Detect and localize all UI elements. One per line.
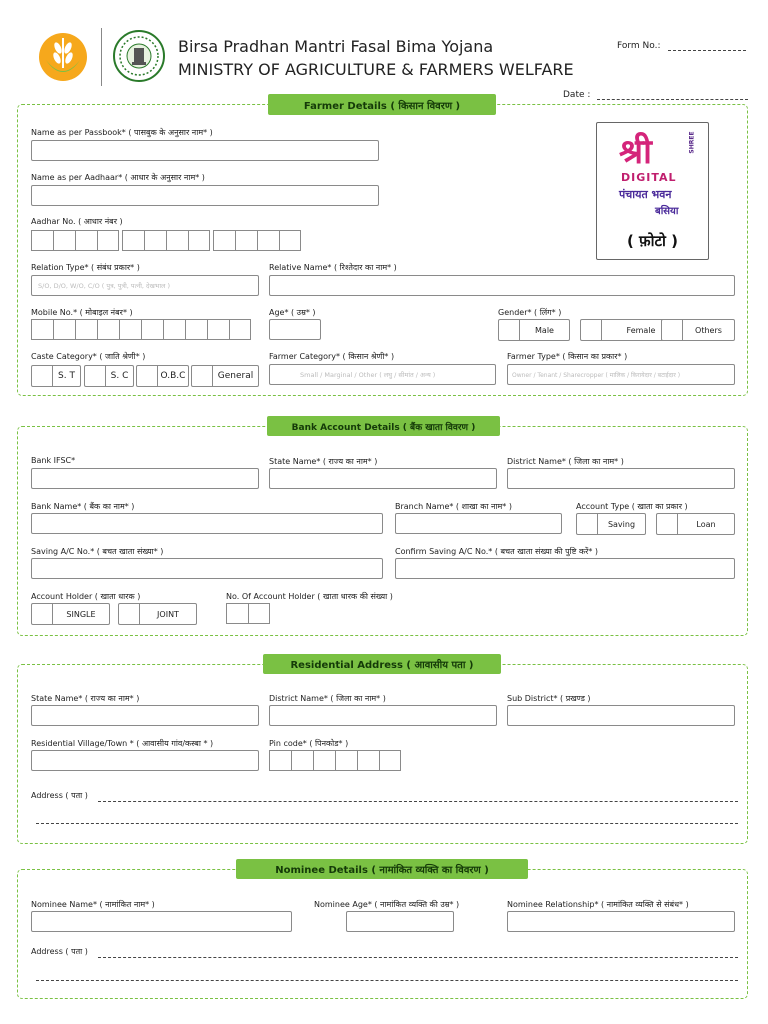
pin-digits[interactable] xyxy=(269,750,401,771)
addr-subdistrict-label: Sub District* ( प्रखण्ड ) xyxy=(507,694,591,703)
account-saving-option[interactable] xyxy=(576,513,646,535)
bank-name-label: Bank Name* ( बैंक का नाम* ) xyxy=(31,502,135,511)
caste-obc-option[interactable] xyxy=(136,365,189,387)
photo-label: ( फ़ोटो ) xyxy=(626,232,679,250)
caste-st-label: S. T xyxy=(53,365,81,387)
nominee-address-label: Address ( पता ) xyxy=(31,947,88,956)
aadhar-no-label: Aadhar No. ( आधार नंबर ) xyxy=(31,217,123,226)
aadhar-digits-group-3[interactable] xyxy=(213,230,301,251)
caste-st-checkbox[interactable] xyxy=(31,365,53,387)
date-field[interactable] xyxy=(597,99,748,100)
pin-label: Pin code* ( पिनकोड* ) xyxy=(269,739,349,748)
account-type-label: Account Type ( खाता का प्रकार ) xyxy=(576,502,688,511)
ifsc-input[interactable] xyxy=(31,468,259,489)
logo-basiya-text: बसिया xyxy=(655,206,679,217)
account-saving-checkbox[interactable] xyxy=(576,513,598,535)
photo-logo xyxy=(601,127,704,229)
village-label: Residential Village/Town * ( आवासीय गांव/कस्बा * ) xyxy=(31,739,214,748)
aadhar-digits-group-1[interactable] xyxy=(31,230,119,251)
holder-count-label: No. Of Account Holder ( खाता धारक की संख्या ) xyxy=(226,592,393,601)
holder-single-label: SINGLE xyxy=(53,603,110,625)
saving-ac-label: Saving A/C No.* ( बचत खाता संख्या* ) xyxy=(31,547,164,556)
logo-digital-text: DIGITAL xyxy=(621,171,677,184)
addr-address-line-2[interactable] xyxy=(36,823,738,824)
nominee-name-label: Nominee Name* ( नामांकित नाम* ) xyxy=(31,900,155,909)
form-no-field[interactable] xyxy=(668,50,746,51)
gender-male-option[interactable] xyxy=(498,319,570,341)
nominee-relationship-input[interactable] xyxy=(507,911,735,932)
ministry-title: MINISTRY OF AGRICULTURE & FARMERS WELFARE xyxy=(178,60,574,79)
nominee-name-input[interactable] xyxy=(31,911,292,932)
farmer-category-label: Farmer Category* ( किसान श्रेणी* ) xyxy=(269,352,395,361)
logo-shree-text: SHREE xyxy=(688,131,696,154)
name-passbook-label: Name as per Passbook* ( पासबुक के अनुसार नाम* ) xyxy=(31,128,213,137)
account-holder-label: Account Holder ( खाता धारक ) xyxy=(31,592,141,601)
caste-obc-label: O.B.C xyxy=(158,365,189,387)
nominee-address-line-2[interactable] xyxy=(36,980,738,981)
gender-female-checkbox[interactable] xyxy=(580,319,602,341)
gender-male-checkbox[interactable] xyxy=(498,319,520,341)
caste-label: Caste Category* ( जाति श्रेणी* ) xyxy=(31,352,146,361)
caste-st-option[interactable] xyxy=(31,365,81,387)
holder-joint-option[interactable] xyxy=(118,603,197,625)
nominee-address-line-1[interactable] xyxy=(98,957,738,958)
gender-others-option[interactable] xyxy=(661,319,735,341)
addr-district-input[interactable] xyxy=(269,705,497,726)
village-input[interactable] xyxy=(31,750,259,771)
relation-type-label: Relation Type* ( संबंध प्रकार* ) xyxy=(31,263,140,272)
addr-district-label: District Name* ( जिला का नाम* ) xyxy=(269,694,386,703)
gender-others-label: Others xyxy=(683,319,735,341)
holder-count-digits[interactable] xyxy=(226,603,270,624)
account-saving-label: Saving xyxy=(598,513,646,535)
relative-name-label: Relative Name* ( रिश्तेदार का नाम* ) xyxy=(269,263,397,272)
scheme-title: Birsa Pradhan Mantri Fasal Bima Yojana xyxy=(178,37,494,56)
addr-state-input[interactable] xyxy=(31,705,259,726)
caste-general-label: General xyxy=(213,365,259,387)
name-aadhaar-label: Name as per Aadhaar* ( आधार के अनुसार नाम* ) xyxy=(31,173,205,182)
confirm-ac-input[interactable] xyxy=(395,558,735,579)
date-label: Date : xyxy=(563,90,591,100)
name-passbook-input[interactable] xyxy=(31,140,379,161)
photo-box[interactable] xyxy=(596,122,709,260)
caste-general-option[interactable] xyxy=(191,365,259,387)
account-loan-label: Loan xyxy=(678,513,735,535)
mobile-no-label: Mobile No.* ( मोबाइल नंबर* ) xyxy=(31,308,133,317)
nominee-age-label: Nominee Age* ( नामांकित व्यक्ति की उम्र* ) xyxy=(314,900,460,909)
logo-panchayat-text: पंचायत भवन xyxy=(619,188,672,201)
relative-name-input[interactable] xyxy=(269,275,735,296)
addr-address-label: Address ( पता ) xyxy=(31,791,88,800)
farmer-type-label: Farmer Type* ( किसान का प्रकार* ) xyxy=(507,352,628,361)
bank-district-label: District Name* ( जिला का नाम* ) xyxy=(507,457,624,466)
farmer-category-input[interactable]: Small / Marginal / Other ( लघु / सीमांत / अन्य ) xyxy=(269,364,496,385)
addr-subdistrict-input[interactable] xyxy=(507,705,735,726)
bank-state-input[interactable] xyxy=(269,468,497,489)
scheme-logo xyxy=(36,30,90,84)
state-emblem-icon xyxy=(112,29,166,83)
bank-district-input[interactable] xyxy=(507,468,735,489)
holder-joint-label: JOINT xyxy=(140,603,197,625)
saving-ac-input[interactable] xyxy=(31,558,383,579)
branch-label: Branch Name* ( शाखा का नाम* ) xyxy=(395,502,512,511)
caste-sc-option[interactable] xyxy=(84,365,134,387)
confirm-ac-label: Confirm Saving A/C No.* ( बचत खाता संख्या की पुष्टि करें* ) xyxy=(395,547,599,556)
caste-sc-checkbox[interactable] xyxy=(84,365,106,387)
header-divider xyxy=(101,28,102,86)
nominee-title: Nominee Details ( नामांकित व्यक्ति का विवरण ) xyxy=(236,859,528,879)
gender-others-checkbox[interactable] xyxy=(661,319,683,341)
aadhar-digits-group-2[interactable] xyxy=(122,230,210,251)
caste-sc-label: S. C xyxy=(106,365,134,387)
caste-obc-checkbox[interactable] xyxy=(136,365,158,387)
mobile-digits[interactable] xyxy=(31,319,251,340)
branch-input[interactable] xyxy=(395,513,562,534)
account-loan-option[interactable] xyxy=(656,513,735,535)
holder-joint-checkbox[interactable] xyxy=(118,603,140,625)
addr-address-line-1[interactable] xyxy=(98,801,738,802)
age-input[interactable] xyxy=(269,319,321,340)
addr-state-label: State Name* ( राज्य का नाम* ) xyxy=(31,694,140,703)
caste-general-checkbox[interactable] xyxy=(191,365,213,387)
holder-single-checkbox[interactable] xyxy=(31,603,53,625)
logo-shri-text: श्री xyxy=(619,132,652,172)
relation-type-input[interactable]: S/O, D/O, W/O, C/O ( पुत्र, पुत्री, पत्नी, देखभाल ) xyxy=(31,275,259,296)
farmer-details-title: Farmer Details ( किसान विवरण ) xyxy=(268,94,496,115)
gender-label: Gender* ( लिंग* ) xyxy=(498,308,562,317)
nominee-relationship-label: Nominee Relationship* ( नामांकित व्यक्ति से संबंध* ) xyxy=(507,900,689,909)
age-label: Age* ( उम्र* ) xyxy=(269,308,316,317)
bank-state-label: State Name* ( राज्य का नाम* ) xyxy=(269,457,378,466)
bank-details-title: Bank Account Details ( बैंक खाता विवरण ) xyxy=(267,416,500,436)
form-no-label: Form No.: xyxy=(617,41,661,51)
ifsc-label: Bank IFSC* xyxy=(31,456,76,465)
farmer-type-input[interactable]: Owner / Tenant / Sharecropper ( मालिक / किरायेदार / बटाईदार ) xyxy=(507,364,735,385)
account-loan-checkbox[interactable] xyxy=(656,513,678,535)
nominee-age-input[interactable] xyxy=(346,911,454,932)
gender-female-label: Female xyxy=(602,319,681,341)
name-aadhaar-input[interactable] xyxy=(31,185,379,206)
bank-name-input[interactable] xyxy=(31,513,383,534)
gender-male-label: Male xyxy=(520,319,570,341)
address-title: Residential Address ( आवासीय पता ) xyxy=(263,654,501,674)
holder-single-option[interactable] xyxy=(31,603,110,625)
